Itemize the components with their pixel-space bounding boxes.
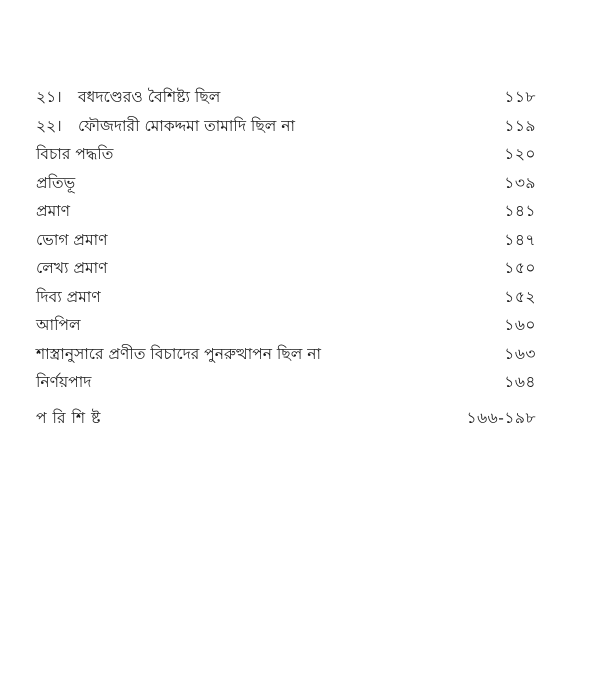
toc-entry-title: প্রমাণ <box>36 202 71 220</box>
toc-entry-page: ১৩৯ <box>504 173 536 192</box>
toc-entry-title: দিব্য প্রমাণ <box>36 287 101 306</box>
toc-appendix-entry <box>36 404 536 433</box>
table-of-contents <box>36 83 536 432</box>
toc-entry-page: ১১৯ <box>504 116 536 135</box>
toc-entry-page: ১৬৪ <box>504 373 536 391</box>
toc-entry <box>36 112 536 141</box>
toc-entry <box>36 83 536 112</box>
toc-entry-title: বিচার পদ্ধতি <box>36 145 114 163</box>
toc-entry <box>36 169 536 198</box>
toc-entry-title: বধদণ্ডেরও বৈশিষ্ট্য ছিল <box>78 88 221 106</box>
toc-entry <box>36 311 536 340</box>
toc-entry-page: ১৫২ <box>504 287 536 306</box>
toc-entry-title: লেখ্য প্রমাণ <box>36 259 108 277</box>
toc-entry <box>36 340 536 369</box>
toc-entry <box>36 283 536 312</box>
toc-entry-number: ২১। <box>36 88 62 106</box>
toc-entry-page: ১১৮ <box>504 88 536 106</box>
toc-entry-page: ১২০ <box>504 145 536 163</box>
toc-entry <box>36 197 536 226</box>
toc-entry-title: প্রতিভূ <box>36 173 76 192</box>
toc-entry-page: ১৬০ <box>504 316 536 334</box>
toc-entry-title: ভোগ প্রমাণ <box>36 230 108 249</box>
toc-entry <box>36 254 536 283</box>
toc-entry <box>36 140 536 169</box>
appendix-page-range: ১৬৬-১৯৮ <box>466 408 536 427</box>
toc-entry-page: ১৪১ <box>504 202 536 220</box>
toc-entry-title: আপিল <box>36 316 81 334</box>
toc-entry-page: ১৫০ <box>504 259 536 277</box>
toc-entry-title: ফৌজদারী মোকদ্দমা তামাদি ছিল না <box>78 116 295 135</box>
toc-entry-title: নির্ণয়পাদ <box>36 373 92 391</box>
toc-entry-number: ২২। <box>36 116 62 135</box>
appendix-title: পরিশিষ্ট <box>36 408 107 427</box>
toc-entry-page: ১৬৩ <box>504 344 536 363</box>
toc-entry <box>36 226 536 255</box>
toc-entry <box>36 368 536 397</box>
toc-entry-page: ১৪৭ <box>504 230 536 249</box>
toc-entry-title: শাস্ত্রানুসারে প্রণীত বিচাদের পুনরুত্থাপন ছিল না <box>36 344 321 363</box>
